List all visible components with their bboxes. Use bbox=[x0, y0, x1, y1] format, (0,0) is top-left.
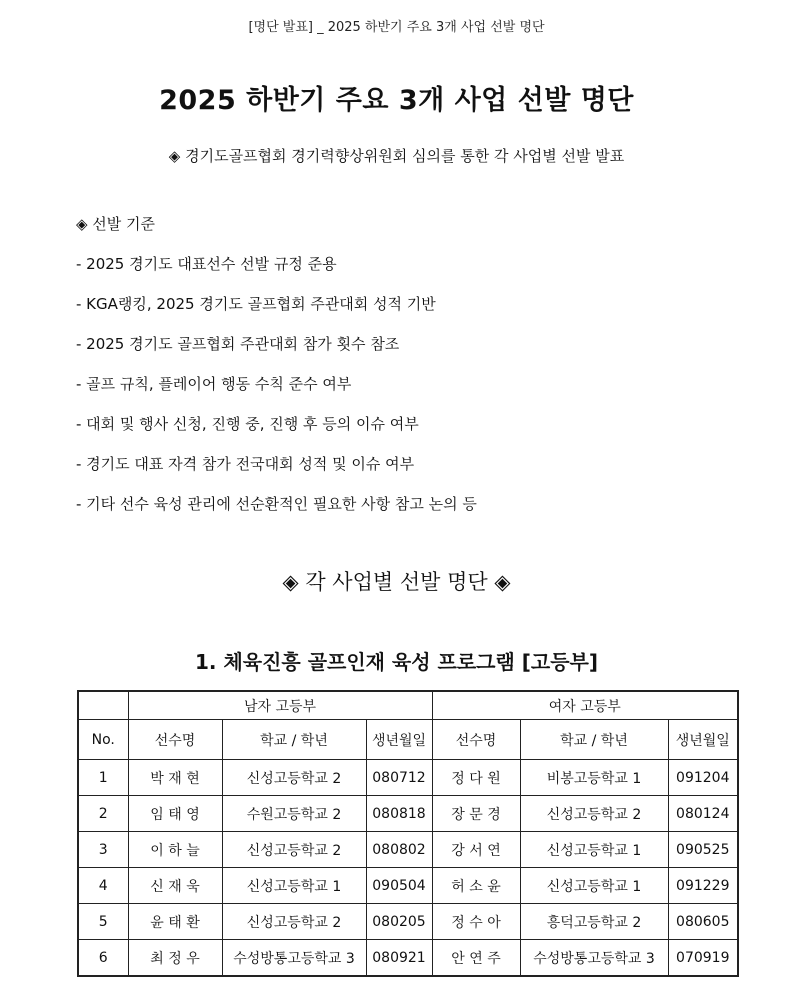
column-header-row bbox=[78, 720, 738, 760]
row-no: 4 bbox=[78, 868, 128, 904]
female-name: 정 수 아 bbox=[432, 904, 520, 940]
female-name: 안 연 주 bbox=[432, 940, 520, 977]
male-name: 이 하 늘 bbox=[128, 832, 222, 868]
male-birth: 080205 bbox=[366, 904, 432, 940]
male-name: 신 재 욱 bbox=[128, 868, 222, 904]
criteria-item: - 대회 및 행사 신청, 진행 중, 진행 후 등의 이슈 여부 bbox=[76, 415, 419, 433]
female-school: 신성고등학교 2 bbox=[520, 796, 668, 832]
col-female-birth: 생년월일 bbox=[668, 720, 738, 760]
male-school: 신성고등학교 1 bbox=[222, 868, 366, 904]
female-name: 정 다 원 bbox=[432, 760, 520, 796]
male-name: 최 정 우 bbox=[128, 940, 222, 977]
female-school: 흥덕고등학교 2 bbox=[520, 904, 668, 940]
male-name: 윤 태 환 bbox=[128, 904, 222, 940]
female-group-header: 여자 고등부 bbox=[432, 691, 738, 720]
page-subtitle: ◈ 경기도골프협회 경기력향상위원회 심의를 통한 각 사업별 선발 발표 bbox=[168, 147, 625, 165]
criteria-item: - 골프 규칙, 플레이어 행동 수칙 준수 여부 bbox=[76, 375, 352, 393]
table-row bbox=[78, 796, 738, 832]
table-row bbox=[78, 904, 738, 940]
col-male-school: 학교 / 학년 bbox=[222, 720, 366, 760]
row-no: 1 bbox=[78, 760, 128, 796]
criteria-item: - 2025 경기도 골프협회 주관대회 참가 횟수 참조 bbox=[76, 335, 400, 353]
col-no: No. bbox=[78, 720, 128, 760]
female-name: 장 문 경 bbox=[432, 796, 520, 832]
male-birth: 090504 bbox=[366, 868, 432, 904]
female-birth: 091204 bbox=[668, 760, 738, 796]
male-school: 신성고등학교 2 bbox=[222, 760, 366, 796]
female-birth: 091229 bbox=[668, 868, 738, 904]
table-row bbox=[78, 868, 738, 904]
roster-table bbox=[77, 690, 739, 977]
criteria-item: - KGA랭킹, 2025 경기도 골프협회 주관대회 성적 기반 bbox=[76, 295, 436, 313]
female-school: 비봉고등학교 1 bbox=[520, 760, 668, 796]
col-male-name: 선수명 bbox=[128, 720, 222, 760]
male-birth: 080818 bbox=[366, 796, 432, 832]
group-header-row bbox=[78, 691, 738, 720]
male-school: 신성고등학교 2 bbox=[222, 904, 366, 940]
male-birth: 080712 bbox=[366, 760, 432, 796]
female-name: 허 소 윤 bbox=[432, 868, 520, 904]
male-school: 신성고등학교 2 bbox=[222, 832, 366, 868]
criteria-heading: ◈ 선발 기준 bbox=[76, 215, 156, 233]
male-birth: 080802 bbox=[366, 832, 432, 868]
program-title: 1. 체육진흥 골프인재 육성 프로그램 [고등부] bbox=[194, 650, 599, 674]
col-male-birth: 생년월일 bbox=[366, 720, 432, 760]
female-birth: 080124 bbox=[668, 796, 738, 832]
row-no: 5 bbox=[78, 904, 128, 940]
female-school: 신성고등학교 1 bbox=[520, 832, 668, 868]
page-title: 2025 하반기 주요 3개 사업 선발 명단 bbox=[159, 85, 634, 116]
table-row bbox=[78, 832, 738, 868]
col-female-school: 학교 / 학년 bbox=[520, 720, 668, 760]
female-birth: 080605 bbox=[668, 904, 738, 940]
table-row bbox=[78, 940, 738, 977]
section-title: ◈ 각 사업별 선발 명단 ◈ bbox=[282, 570, 511, 594]
criteria-item: - 경기도 대표 자격 참가 전국대회 성적 및 이슈 여부 bbox=[76, 455, 415, 473]
male-group-header: 남자 고등부 bbox=[128, 691, 432, 720]
criteria-item: - 기타 선수 육성 관리에 선순환적인 필요한 사항 참고 논의 등 bbox=[76, 495, 477, 513]
male-school: 수성방통고등학교 3 bbox=[222, 940, 366, 977]
row-no: 2 bbox=[78, 796, 128, 832]
empty-corner-cell bbox=[78, 691, 128, 720]
document-header: [명단 발표] _ 2025 하반기 주요 3개 사업 선발 명단 bbox=[248, 20, 545, 35]
criteria-item: - 2025 경기도 대표선수 선발 규정 준용 bbox=[76, 255, 337, 273]
row-no: 3 bbox=[78, 832, 128, 868]
male-school: 수원고등학교 2 bbox=[222, 796, 366, 832]
female-birth: 070919 bbox=[668, 940, 738, 977]
row-no: 6 bbox=[78, 940, 128, 977]
female-birth: 090525 bbox=[668, 832, 738, 868]
selection-criteria bbox=[76, 210, 756, 530]
female-school: 신성고등학교 1 bbox=[520, 868, 668, 904]
female-name: 강 서 연 bbox=[432, 832, 520, 868]
male-birth: 080921 bbox=[366, 940, 432, 977]
female-school: 수성방통고등학교 3 bbox=[520, 940, 668, 977]
table-row bbox=[78, 760, 738, 796]
col-female-name: 선수명 bbox=[432, 720, 520, 760]
male-name: 임 태 영 bbox=[128, 796, 222, 832]
male-name: 박 재 현 bbox=[128, 760, 222, 796]
